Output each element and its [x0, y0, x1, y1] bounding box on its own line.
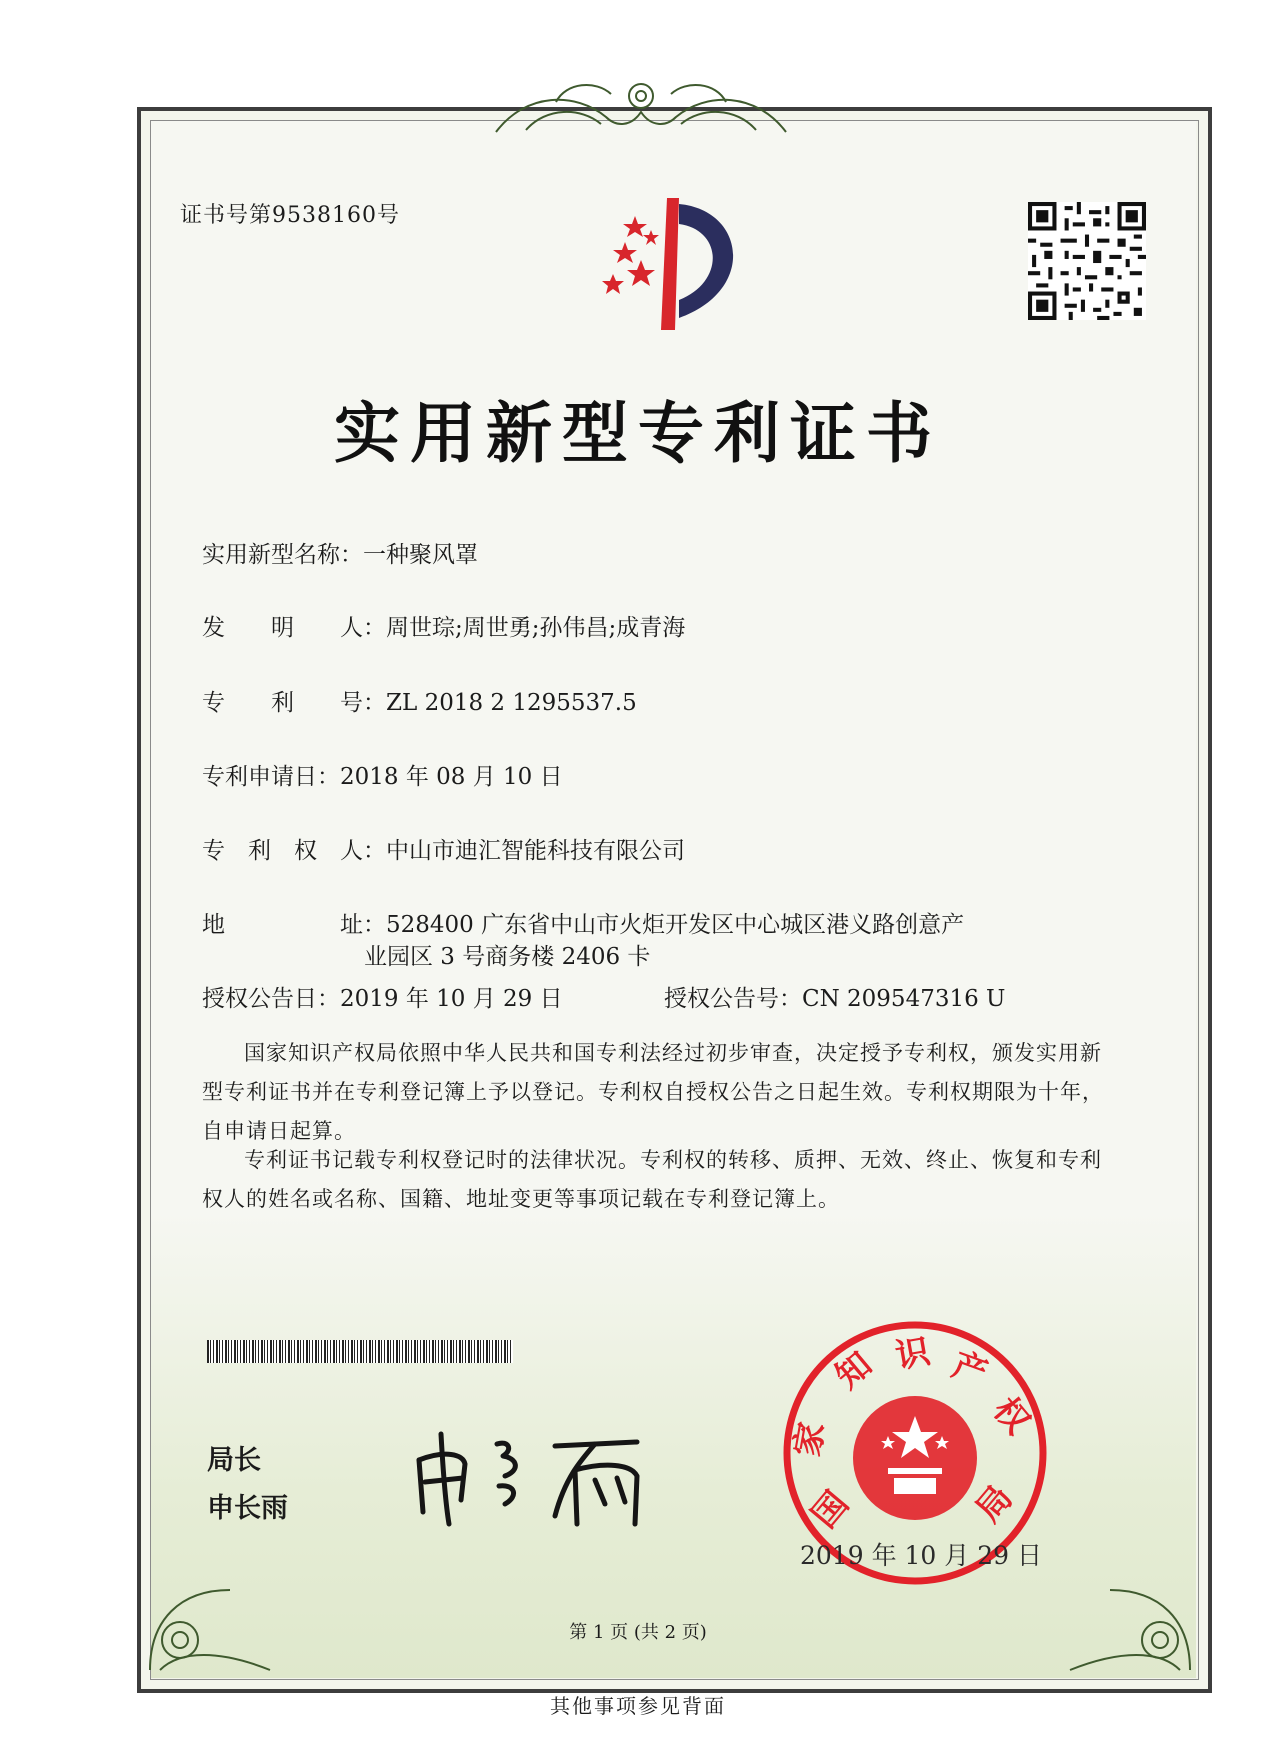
utility-model-name-label: 实用新型名称： — [202, 542, 363, 568]
patent-number-label: 专 利 号： — [202, 690, 386, 716]
certificate-title: 实用新型专利证书 — [334, 394, 942, 472]
address-line-2: 业园区 3 号商务楼 2406 卡 — [364, 944, 651, 970]
barcode — [207, 1340, 513, 1363]
paragraph-decision: 国家知识产权局依照中华人民共和国专利法经过初步审查，决定授予专利权，颁发实用新型专利证书并在专利登记簿上予以登记。专利权自授权公告之日起生效。专利权期限为十年，自申请日起算。 — [202, 1041, 1104, 1143]
handwritten-signature-icon — [405, 1420, 665, 1530]
qr-code-icon — [1028, 202, 1146, 320]
field-utility-model-name — [202, 536, 478, 569]
svg-text:权: 权 — [985, 1390, 1038, 1442]
patentee-label: 专 利 权 人： — [202, 838, 386, 864]
field-inventor — [202, 609, 685, 642]
svg-text:局: 局 — [968, 1478, 1021, 1530]
top-ornament-icon — [486, 72, 796, 140]
address-label: 地 址： — [202, 912, 386, 938]
field-filing-date — [202, 758, 563, 791]
cnipa-logo-icon — [575, 190, 765, 340]
field-grant-date — [202, 980, 563, 1013]
grant-number-value: CN 209547316 U — [802, 986, 1006, 1012]
paragraph-legal-status: 专利证书记载专利权登记时的法律状况。专利权的转移、质押、无效、终止、恢复和专利权人的姓名或名称、国籍、地址变更等事项记载在专利登记簿上。 — [202, 1148, 1102, 1211]
svg-text:家: 家 — [787, 1419, 833, 1460]
field-patentee — [202, 832, 685, 865]
grant-date-value: 2019 年 10 月 29 日 — [340, 986, 563, 1012]
svg-text:识: 识 — [892, 1331, 934, 1377]
address-line-1: 528400 广东省中山市火炬开发区中心城区港义路创意产 — [386, 912, 965, 938]
director-title: 局长 — [207, 1445, 261, 1476]
inventor-label: 发 明 人： — [202, 615, 386, 641]
grant-number-label: 授权公告号： — [664, 986, 802, 1012]
utility-model-name-value: 一种聚风罩 — [363, 542, 478, 568]
grant-date-label: 授权公告日： — [202, 986, 340, 1012]
svg-text:国: 国 — [804, 1484, 857, 1536]
director-name: 申长雨 — [207, 1493, 288, 1524]
inventor-value: 周世琮;周世勇;孙伟昌;成青海 — [386, 615, 686, 641]
page-number: 第 1 页 (共 2 页) — [569, 1622, 707, 1643]
svg-text:产: 产 — [946, 1344, 993, 1395]
certificate-number: 证书号第9538160号 — [180, 203, 400, 228]
field-address — [202, 906, 964, 939]
filing-date-value: 2018 年 08 月 10 日 — [340, 764, 563, 790]
field-patent-number — [202, 684, 637, 717]
field-grant-number — [664, 980, 1005, 1013]
svg-text:知: 知 — [828, 1344, 880, 1397]
filing-date-label: 专利申请日： — [202, 764, 340, 790]
footer-note: 其他事项参见背面 — [550, 1694, 726, 1718]
seal-date: 2019 年 10 月 29 日 — [800, 1541, 1042, 1570]
patent-number-value: ZL 2018 2 1295537.5 — [386, 690, 637, 716]
patentee-value: 中山市迪汇智能科技有限公司 — [386, 838, 685, 864]
